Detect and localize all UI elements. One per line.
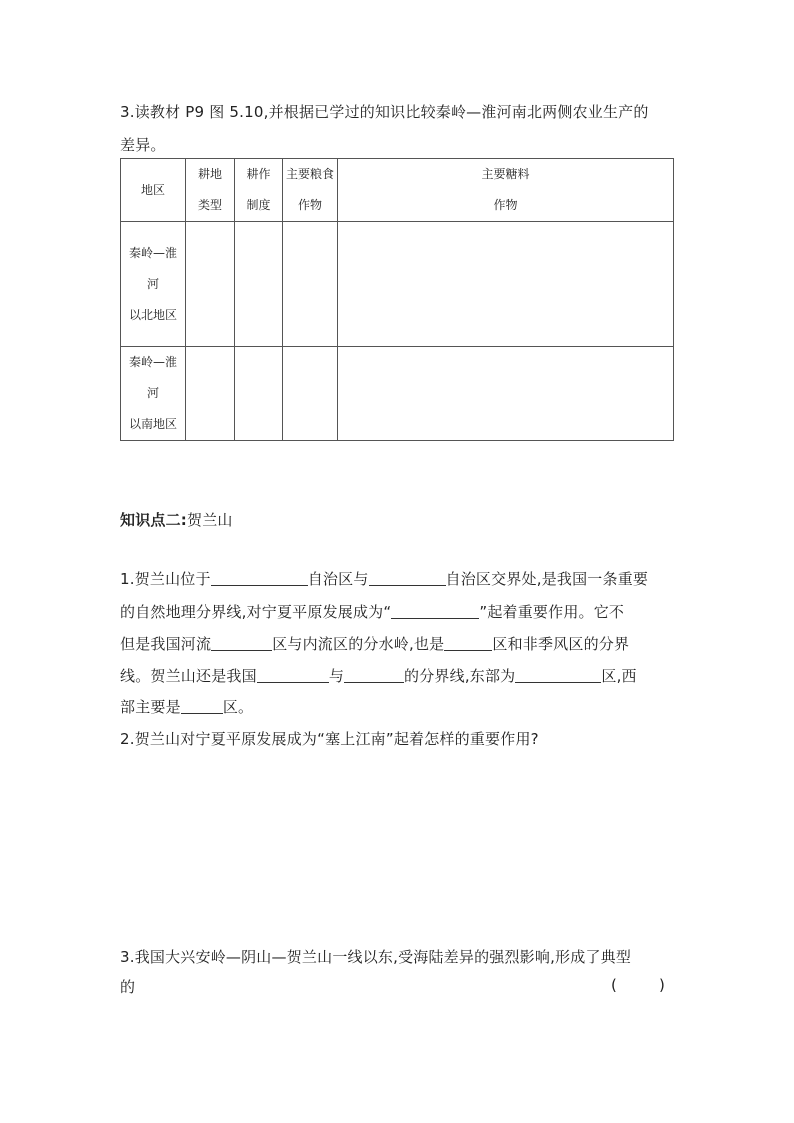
q1-line5: 部主要是 区。 [120,698,254,716]
table-header-row [121,159,674,222]
header-sugar-crops: 主要糖料 作物 [338,159,674,222]
answer-blank[interactable] [181,699,223,714]
answer-cell[interactable] [283,347,338,441]
answer-cell[interactable] [235,347,283,441]
answer-cell[interactable] [186,347,235,441]
q3-line1: 3.我国大兴安岭—阴山—贺兰山一线以东,受海陆差异的强烈影响,形成了典型 [120,948,632,966]
q3-intro-line1: 3.读教材 P9 图 5.10,并根据已学过的知识比较秦岭—淮河南北两侧农业生产的 [120,103,649,121]
table-row [121,222,674,347]
q3-intro-line2: 差异。 [120,136,166,154]
answer-blank[interactable] [391,604,479,619]
answer-blank[interactable] [257,668,329,683]
answer-blank[interactable] [369,571,446,586]
answer-cell[interactable] [283,222,338,347]
q1-line4: 线。贺兰山还是我国 与 的分界线,东部为 区,西 [120,667,637,685]
header-farming-system: 耕作 制度 [235,159,283,222]
answer-cell[interactable] [235,222,283,347]
section-heading [120,509,233,530]
section-label: 知识点二: [120,511,187,529]
header-land-type: 耕地 类型 [186,159,235,222]
section-title: 贺兰山 [187,511,233,529]
answer-blank[interactable] [344,668,404,683]
q1-line1: 1.贺兰山位于 自治区与 自治区交界处,是我国一条重要 [120,570,649,588]
answer-cell[interactable] [186,222,235,347]
region-north: 秦岭—淮 河 以北地区 [121,222,186,347]
q2-text: 2.贺兰山对宁夏平原发展成为“塞上江南”起着怎样的重要作用? [120,730,539,748]
q1-line3: 但是我国河流 区与内流区的分水岭,也是 区和非季风区的分界 [120,635,630,653]
answer-blank[interactable] [211,571,308,586]
header-grain-crops: 主要粮食 作物 [283,159,338,222]
answer-blank[interactable] [515,668,601,683]
answer-cell[interactable] [338,347,674,441]
answer-blank[interactable] [211,636,272,651]
answer-paren-open[interactable]: ( [611,976,617,994]
q1-line2: 的自然地理分界线,对宁夏平原发展成为“ ”起着重要作用。它不 [120,603,625,621]
table-row [121,347,674,441]
q3-line2: 的 [120,978,136,996]
answer-blank[interactable] [444,636,492,651]
header-region: 地区 [121,159,186,222]
answer-paren-close[interactable]: ) [659,976,665,994]
comparison-table [120,158,674,441]
region-south: 秦岭—淮 河 以南地区 [121,347,186,441]
answer-cell[interactable] [338,222,674,347]
